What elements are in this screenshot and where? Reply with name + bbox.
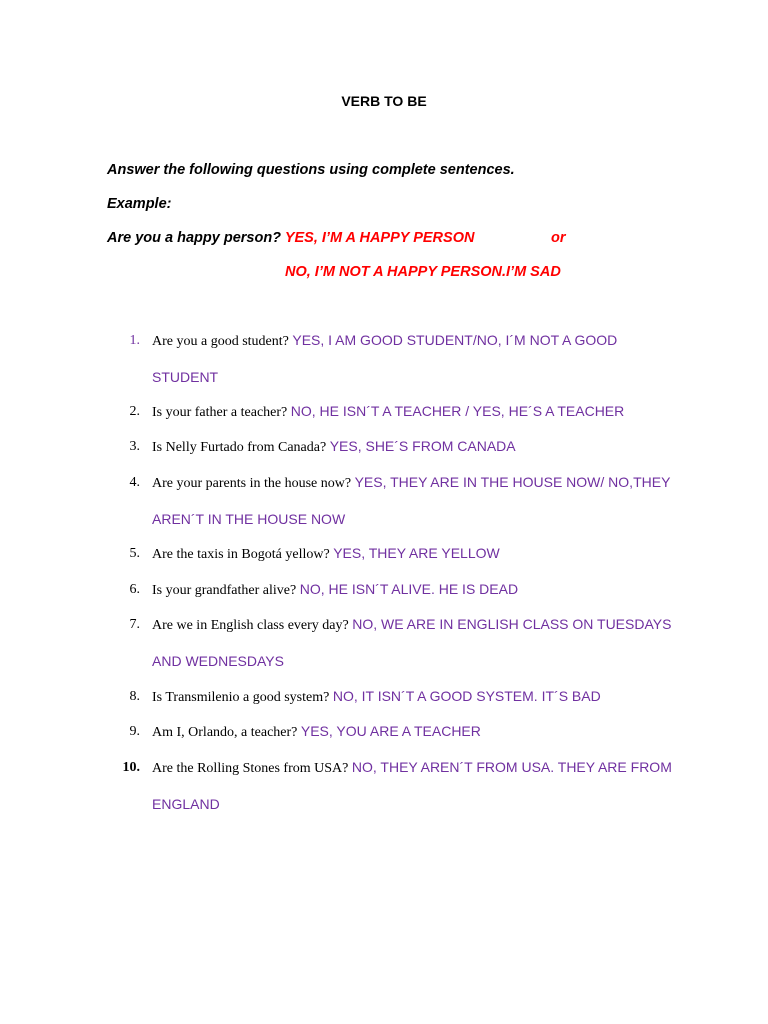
- item-text: [152, 679, 672, 716]
- item-answer: NO, WE ARE IN ENGLISH CLASS ON TUESDAYS AND WEDNESDAYS: [152, 616, 672, 669]
- item-text: [152, 536, 672, 573]
- item-text: [152, 394, 672, 431]
- item-answer: NO, HE ISN´T ALIVE. HE IS DEAD: [299, 581, 519, 597]
- item-text: [152, 323, 672, 396]
- item-text: [152, 572, 672, 609]
- example-question: Are you a happy person?: [107, 230, 282, 246]
- item-question: Is your grandfather alive?: [152, 583, 297, 598]
- example-answer-no: NO, I’M NOT A HAPPY PERSON.I’M SAD: [285, 264, 561, 280]
- item-text: [152, 714, 672, 751]
- item-number: 3.: [129, 439, 140, 454]
- item-text: [152, 750, 672, 823]
- instruction-text: Answer the following questions using complete sentences.: [107, 162, 515, 178]
- item-question: Is Nelly Furtado from Canada?: [152, 440, 327, 455]
- item-number: 4.: [129, 475, 140, 490]
- item-question: Are your parents in the house now?: [152, 476, 352, 491]
- item-question: Is your father a teacher?: [152, 405, 288, 420]
- item-answer: YES, THEY ARE IN THE HOUSE NOW/ NO,THEY AREN´T IN THE HOUSE NOW: [152, 474, 671, 527]
- item-number: 10.: [122, 760, 140, 775]
- item-number: 1.: [129, 333, 140, 348]
- item-answer: YES, I AM GOOD STUDENT/NO, I´M NOT A GOOD STUDENT: [152, 332, 618, 385]
- item-answer: YES, SHE´S FROM CANADA: [329, 438, 516, 454]
- item-text: [152, 429, 672, 466]
- item-question: Are the Rolling Stones from USA?: [152, 761, 349, 776]
- item-question: Are the taxis in Bogotá yellow?: [152, 547, 330, 562]
- item-number: 8.: [129, 689, 140, 704]
- item-text: [152, 607, 672, 680]
- item-number: 6.: [129, 582, 140, 597]
- item-number: 9.: [129, 724, 140, 739]
- item-answer: YES, YOU ARE A TEACHER: [300, 723, 481, 739]
- item-question: Are you a good student?: [152, 334, 289, 349]
- item-text: [152, 465, 672, 538]
- example-or: or: [551, 230, 566, 246]
- item-question: Am I, Orlando, a teacher?: [152, 725, 298, 740]
- item-answer: NO, THEY AREN´T FROM USA. THEY ARE FROM ENGLAND: [152, 759, 672, 812]
- item-question: Is Transmilenio a good system?: [152, 690, 330, 705]
- item-number: 7.: [129, 617, 140, 632]
- item-number: 5.: [129, 546, 140, 561]
- item-answer: YES, THEY ARE YELLOW: [333, 545, 500, 561]
- example-line: [107, 230, 474, 246]
- item-answer: NO, IT ISN´T A GOOD SYSTEM. IT´S BAD: [332, 688, 601, 704]
- item-number: 2.: [129, 404, 140, 419]
- item-question: Are we in English class every day?: [152, 618, 349, 633]
- example-answer-yes: YES, I’M A HAPPY PERSON: [284, 230, 475, 246]
- example-label: Example:: [107, 196, 172, 212]
- document-title: VERB TO BE: [341, 93, 427, 109]
- item-answer: NO, HE ISN´T A TEACHER / YES, HE´S A TEACHER: [290, 403, 625, 419]
